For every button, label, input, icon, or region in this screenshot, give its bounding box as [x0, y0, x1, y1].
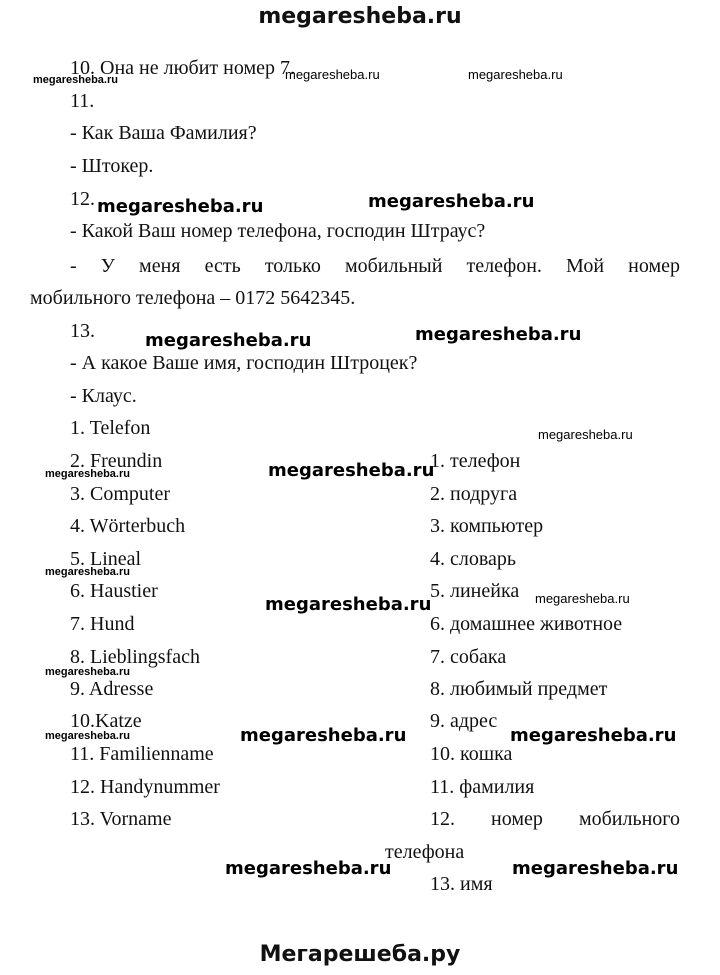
- watermark: megaresheba.ru: [415, 324, 582, 345]
- watermark: megaresheba.ru: [240, 725, 407, 746]
- watermark-tiny: megaresheba.ru: [45, 666, 130, 678]
- watermark: megaresheba.ru: [510, 725, 677, 746]
- watermark: megaresheba.ru: [97, 196, 264, 217]
- german-word: 7. Hund: [70, 613, 135, 635]
- watermark-tiny: megaresheba.ru: [45, 566, 130, 578]
- item-11-number: 11.: [70, 90, 95, 112]
- watermark-small: megaresheba.ru: [285, 67, 380, 82]
- item-13-question: - А какое Ваше имя, господин Штроцек?: [70, 352, 418, 374]
- item-13-number: 13.: [70, 320, 95, 342]
- russian-word-continuation: телефона: [385, 841, 465, 863]
- watermark-small: megaresheba.ru: [535, 591, 630, 606]
- item-11-answer: - Штокер.: [70, 155, 154, 177]
- watermark-small: megaresheba.ru: [468, 67, 563, 82]
- item-12-question: - Какой Ваш номер телефона, господин Штраус?: [70, 220, 486, 242]
- russian-word: 1. телефон: [430, 450, 521, 472]
- russian-word: 8. любимый предмет: [430, 678, 608, 700]
- header-site-title: megaresheba.ru: [258, 4, 462, 29]
- german-word: 2. Freundin: [70, 450, 163, 472]
- russian-word: 10. кошка: [430, 743, 513, 765]
- german-word: 3. Computer: [70, 483, 170, 505]
- item-13-answer: - Клаус.: [70, 385, 137, 407]
- russian-word: 6. домашнее животное: [430, 613, 623, 635]
- watermark-tiny: megaresheba.ru: [45, 468, 130, 480]
- footer-site-title: Мегарешеба.ру: [259, 942, 461, 967]
- russian-word: 3. компьютер: [430, 515, 544, 537]
- watermark: megaresheba.ru: [225, 858, 392, 879]
- watermark-tiny: megaresheba.ru: [45, 730, 130, 742]
- watermark: megaresheba.ru: [145, 330, 312, 351]
- russian-word: 11. фамилия: [430, 776, 535, 798]
- item-12-number: 12.: [70, 188, 95, 210]
- german-word: 13. Vorname: [70, 808, 172, 830]
- item-10-text: 10. Она не любит номер 7.: [70, 57, 295, 79]
- german-word: 8. Lieblingsfach: [70, 646, 200, 668]
- russian-word: 2. подруга: [430, 483, 518, 505]
- german-word: 10.Katze: [70, 710, 142, 732]
- russian-word: 5. линейка: [430, 580, 520, 602]
- russian-word: 13. имя: [430, 873, 493, 895]
- german-word: 4. Wörterbuch: [70, 515, 186, 537]
- russian-word: 7. собака: [430, 646, 507, 668]
- watermark: megaresheba.ru: [268, 460, 435, 481]
- german-word: 5. Lineal: [70, 548, 142, 570]
- russian-word: 9. адрес: [430, 710, 498, 732]
- russian-word: 12. номер мобильного: [430, 808, 680, 830]
- item-12-answer-line1: - У меня есть только мобильный телефон. Мой номер: [70, 255, 680, 277]
- german-word: 11. Familienname: [70, 743, 214, 765]
- item-11-question: - Как Ваша Фамилия?: [70, 122, 257, 144]
- watermark: megaresheba.ru: [368, 191, 535, 212]
- german-word: 9. Adresse: [70, 678, 154, 700]
- russian-word: 4. словарь: [430, 548, 517, 570]
- watermark: megaresheba.ru: [265, 594, 432, 615]
- watermark: megaresheba.ru: [512, 858, 679, 879]
- german-word: 1. Telefon: [70, 417, 151, 439]
- german-word: 6. Haustier: [70, 580, 158, 602]
- german-word: 12. Handynummer: [70, 776, 220, 798]
- watermark-small: megaresheba.ru: [538, 427, 633, 442]
- watermark-tiny: megaresheba.ru: [33, 74, 118, 86]
- item-12-answer-line2: мобильного телефона – 0172 5642345.: [30, 287, 356, 309]
